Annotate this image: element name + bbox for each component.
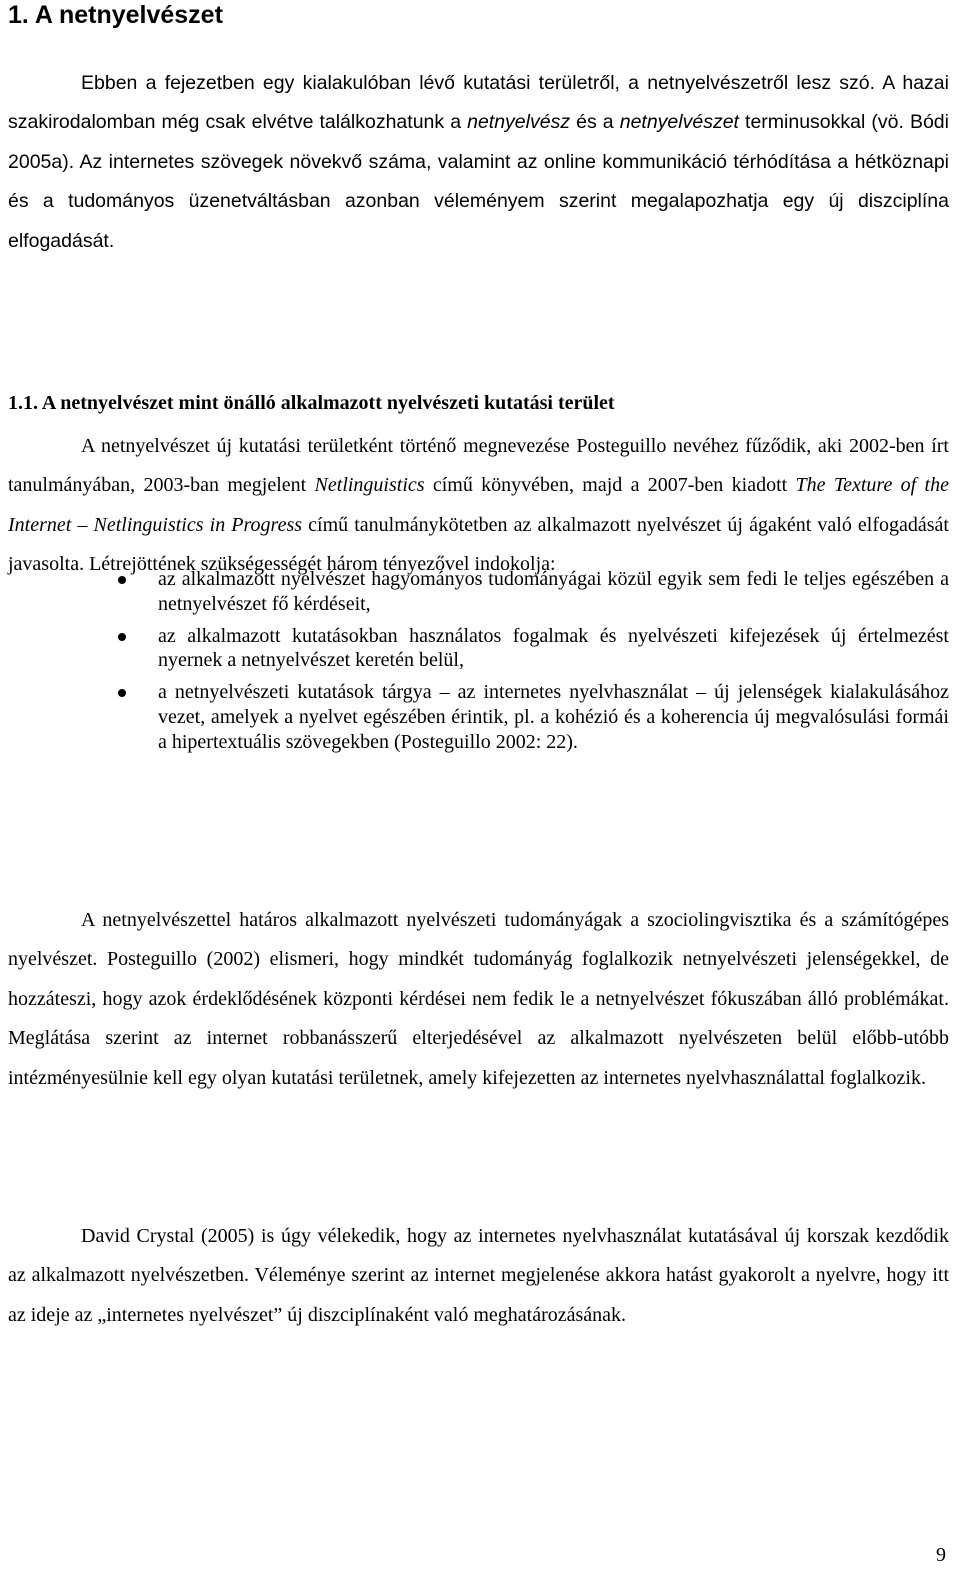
para1-title-2: The Texture of the Internet – Netlinguistics in Progress: [8, 474, 949, 536]
para1-title-1: Netlinguistics: [314, 474, 425, 497]
para1-text-3: című tanulmánykötetben az alkalmazott nyelvészet új ágaként való elfogadását javasolta. Létrejöttének szükségességét három tényezővel indokolja:: [8, 513, 949, 576]
chapter-heading: 1. A netnyelvészet: [8, 1, 223, 29]
list-item-text: az alkalmazott kutatásokban használatos fogalmak és nyelvészeti kifejezések új értelmezést nyernek a netnyelvészet keretén belül,: [158, 624, 949, 672]
intro-term-2: netnyelvészet: [619, 111, 739, 134]
section-heading: 1.1. A netnyelvészet mint önálló alkalmazott nyelvészeti kutatási terület: [8, 392, 615, 414]
bullet-dot-icon: [118, 633, 126, 641]
list-item: [8, 680, 949, 754]
paragraph-2: A netnyelvészettel határos alkalmazott nyelvészeti tudományágak a szociolingvisztika és a számítógépes nyelvészet. Posteguillo (2002) elismeri, hogy mindkét tudományág foglalkozik netnyelvészeti jelenségekkel, de hozzáteszi, hogy azok érdeklődésének központi kérdései nem fedik le a netnyelvészet fókuszában álló problémákat. Meglátása szerint az internet robbanásszerű elterjedésével az alkalmazott nyelvészeten belül előbb-utóbb intézményesülnie kell egy olyan kutatási területnek, amely kifejezetten az internetes nyelvhasználattal foglalkozik.: [8, 909, 949, 1089]
intro-term-1: netnyelvész: [467, 111, 571, 134]
list-item: [8, 567, 949, 617]
list-item-text: az alkalmazott nyelvészet hagyományos tudományágai közül egyik sem fedi le teljes egészében a netnyelvészet fő kérdéseit,: [158, 568, 949, 615]
list-item-text: a netnyelvészeti kutatások tárgya – az internetes nyelvhasználat – új jelenségek kialakulásához vezet, amelyek a nyelvet egészében érintik, pl. a kohézió és a koherencia új megvalósulási formái a hipertextuális szövegekben (Posteguillo 2002: 22).: [158, 681, 949, 753]
para1-text-2: című könyvében, majd a 2007-ben kiadott: [424, 474, 796, 497]
intro-text-3: terminusokkal (vö. Bódi 2005a). Az internetes szövegek növekvő száma, valamint az online kommunikáció térhódítása a hétköznapi és a tudományos üzenetváltásban azonban véleményem szerint megalapozhatja egy új diszciplína elfogadását.: [8, 111, 949, 252]
intro-text-2: és a: [570, 111, 620, 134]
page-number: 9: [936, 1544, 946, 1566]
paragraph-3: David Crystal (2005) is úgy vélekedik, hogy az internetes nyelvhasználat kutatásával új korszak kezdődik az alkalmazott nyelvészetben. Véleménye szerint az internet megjelenése akkora hatást gyakorolt a nyelvre, hogy itt az ideje az „internetes nyelvészet” új diszciplínaként való meghatározásának.: [8, 1225, 949, 1326]
list-item: [8, 624, 949, 674]
para1-text-1: A netnyelvészet új kutatási területként történő megnevezése Posteguillo nevéhez fűződik, aki 2002-ben írt tanulmányában, 2003-ban megjelent: [8, 435, 949, 497]
intro-paragraph: [8, 64, 949, 261]
intro-text-1: Ebben a fejezetben egy kialakulóban lévő kutatási területről, a netnyelvészetről lesz szó. A hazai szakirodalomban még csak elvétve találkozhatunk a: [8, 72, 949, 134]
paragraph-1: [8, 427, 949, 585]
bullet-dot-icon: [118, 689, 126, 697]
bullet-dot-icon: [118, 576, 126, 584]
bullet-list: [8, 567, 949, 762]
